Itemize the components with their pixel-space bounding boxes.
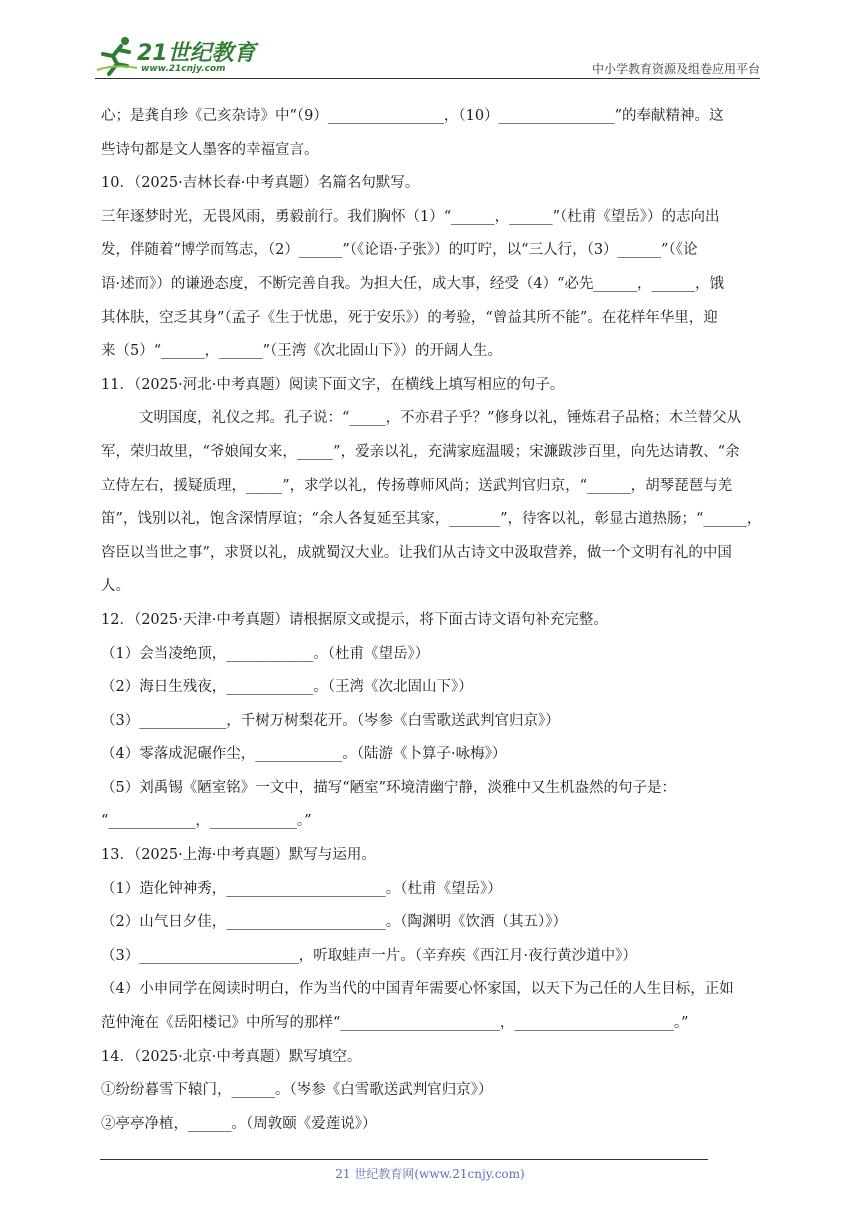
page-header [95,28,760,78]
text-line: 咨臣以当世之事”，求贤以礼，成就蜀汉大业。让我们从古诗文中汲取营养，做一个文明有礼的中国 [101,544,732,561]
question-13-heading: 13．（2025·上海·中考真题）默写与运用。 [101,847,376,864]
logo-text: 21世纪教育 [137,41,256,66]
text-line: 语·述而》）的谦逊态度，不断完善自我。为担大任，成大事，经受（4）“必先______，______，饿 [101,275,724,292]
runner-logo-icon [95,34,139,78]
text-line: （4）零落成泥碾作尘，____________。（陆游《卜算子·咏梅》） [101,746,507,763]
text-line: ②亭亭净植，______。（周敦颐《爱莲说》） [101,1115,377,1132]
text-line: 军，荣归故里，“爷娘闻女来，_____”，爱亲以礼，充满家庭温暖；宋濂跋涉百里，向先达请教、“余 [101,443,740,460]
text-line: 其体肤，空乏其身”（孟子《生于忧患，死于安乐》）的考验，“曾益其所不能”。在花样年华里，迎 [101,309,718,326]
site-logo[interactable] [95,34,265,78]
text-line: 发，伴随着“博学而笃志，（2）______”（《论语·子张》）的叮咛，以“三人行，（3）______”（《论 [101,242,698,259]
text-line: （5）刘禹锡《陋室铭》一文中，描写“陋室”环境清幽宁静，淡雅中又生机盎然的句子是： [101,779,677,796]
text-line: 心；是龚自珍《己亥杂诗》中“（9）________________，（10）________________”的奉献精神。这 [101,108,724,124]
page-footer[interactable]: 21 世纪教育网(www.21cnjy.com) [335,1167,525,1181]
text-line: 立侍左右，援疑质理，_____”，求学以礼，传扬尊师风尚；送武判官归京，“______，胡琴琵琶与羌 [101,477,733,494]
question-12-heading: 12．（2025·天津·中考真题）请根据原文或提示，将下面古诗文语句补充完整。 [101,611,608,628]
text-line: 文明国度，礼仪之邦。孔子说：“_____，不亦君子乎？”修身以礼，锤炼君子品格；木兰替父从 [139,410,742,427]
question-11-heading: 11．（2025·河北·中考真题）阅读下面文字，在横线上填写相应的句子。 [101,376,565,393]
text-line: “____________，____________。” [101,813,312,830]
text-line: （3）____________，千树万树梨花开。（岑参《白雪歌送武判官归京》） [101,712,560,729]
text-line: 笛”，饯别以礼，饱含深情厚谊；“余人各复延至其家，_______”，待客以礼，彰显古道热肠；“______， [101,511,762,528]
text-line: （4）小申同学在阅读时明白，作为当代的中国青年需要心怀家国，以天下为己任的人生目标，正如 [101,981,734,998]
text-line: ①纷纷暮雪下辕门，______。（岑参《白雪歌送武判官归京》） [101,1082,493,1099]
logo-url: www.21cnjy.com [141,64,226,74]
text-line: 范仲淹在《岳阳楼记》中所写的那样“______________________，______________________。” [101,1015,689,1032]
text-line: 人。 [101,578,130,595]
text-line: （1）造化钟神秀，______________________。（杜甫《望岳》） [101,880,502,897]
platform-name: 中小学教育资源及组卷应用平台 [591,62,760,76]
text-line: 些诗句都是文人墨客的幸福宣言。 [101,141,319,158]
text-line: 三年逐梦时光，无畏风雨，勇毅前行。我们胸怀（1）“______，______”（杜甫《望岳》）的志向出 [101,208,720,225]
text-line: 来（5）“______，______”（王湾《次北固山下》）的开阔人生。 [101,343,503,360]
header-divider [95,78,760,79]
text-line: （2）海日生残夜，____________。（王湾《次北固山下》） [101,679,473,696]
text-line: （3）______________________，听取蛙声一片。（辛弃疾《西江月·夜行黄沙道中》） [101,947,637,964]
question-14-heading: 14．（2025·北京·中考真题）默写填空。 [101,1048,362,1065]
footer-divider [100,1159,708,1160]
question-10-heading: 10．（2025·吉林长春·中考真题）名篇名句默写。 [101,175,420,192]
document-body [101,100,761,1141]
text-line: （1）会当凌绝顶，____________。（杜甫《望岳》） [101,645,430,662]
text-line: （2）山气日夕佳，______________________。（陶渊明《饮酒（其五）》） [101,914,567,931]
